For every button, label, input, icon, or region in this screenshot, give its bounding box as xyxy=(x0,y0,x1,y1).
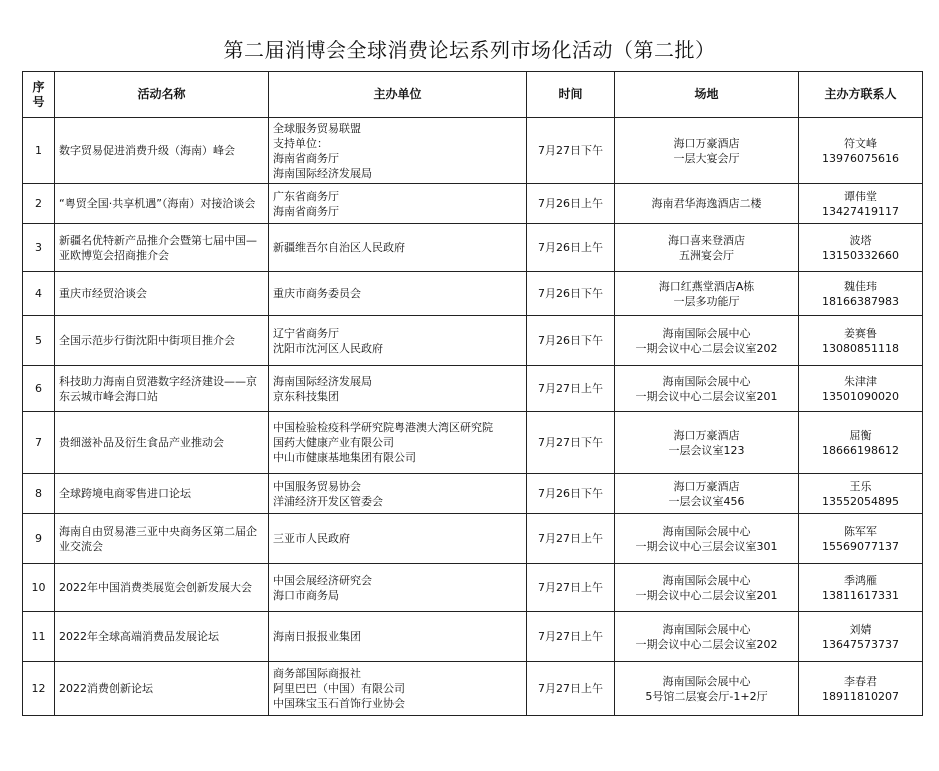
table-row xyxy=(23,272,923,316)
contact xyxy=(799,224,923,272)
venue-line: 五洲宴会厅 xyxy=(679,248,734,262)
contact xyxy=(799,662,923,716)
organizer-line: 国药大健康产业有限公司 xyxy=(273,436,394,449)
table-body xyxy=(23,118,923,716)
venue xyxy=(615,514,799,564)
venue xyxy=(615,662,799,716)
contact xyxy=(799,184,923,224)
activity-name xyxy=(55,184,269,224)
row-number: 12 xyxy=(23,662,55,716)
table-row xyxy=(23,118,923,184)
venue xyxy=(615,118,799,184)
activity-name xyxy=(55,412,269,474)
activity-name-text: 数字贸易促进消费升级（海南）峰会 xyxy=(59,144,235,157)
page-title: 第二届消博会全球消费论坛系列市场化活动（第二批） xyxy=(223,38,716,62)
organizer xyxy=(269,564,527,612)
venue xyxy=(615,564,799,612)
row-number: 11 xyxy=(23,612,55,662)
table-row xyxy=(23,366,923,412)
contact-name: 王乐 xyxy=(849,479,872,493)
contact-name: 刘婧 xyxy=(849,622,872,636)
organizer xyxy=(269,474,527,514)
activity-name xyxy=(55,366,269,412)
venue-line: 海口万豪酒店 xyxy=(673,136,740,150)
activity-name-text: 2022消费创新论坛 xyxy=(59,682,153,695)
organizer-line: 海口市商务局 xyxy=(273,588,339,602)
organizer-line: 中山市健康基地集团有限公司 xyxy=(273,451,416,464)
venue-line: 海口万豪酒店 xyxy=(673,428,740,442)
activity-name-text: 新疆名优特新产品推介会暨第七届中国—亚欧博览会招商推介会 xyxy=(59,233,257,262)
event-time: 7月26日下午 xyxy=(527,272,615,316)
organizer-line: 商务部国际商报社 xyxy=(273,667,361,680)
header-time: 时间 xyxy=(527,72,615,118)
contact xyxy=(799,474,923,514)
contact-name: 屈衡 xyxy=(849,428,872,442)
venue-line: 一期会议中心二层会议室201 xyxy=(635,588,778,602)
contact xyxy=(799,514,923,564)
activity-name xyxy=(55,224,269,272)
contact-phone: 13552054895 xyxy=(822,494,899,508)
contact-name: 季鸿雁 xyxy=(844,573,877,587)
table-row xyxy=(23,184,923,224)
venue xyxy=(615,474,799,514)
row-number: 5 xyxy=(23,316,55,366)
contact xyxy=(799,366,923,412)
venue-line: 海南国际会展中心 xyxy=(662,524,751,538)
table-row xyxy=(23,662,923,716)
venue xyxy=(615,184,799,224)
row-number: 1 xyxy=(23,118,55,184)
contact xyxy=(799,412,923,474)
activity-name xyxy=(55,514,269,564)
venue-line: 海口红燕堂酒店A栋 xyxy=(658,279,755,293)
activity-name xyxy=(55,118,269,184)
activity-name-text: 海南自由贸易港三亚中央商务区第二届企业交流会 xyxy=(59,524,257,553)
organizer xyxy=(269,224,527,272)
row-number: 7 xyxy=(23,412,55,474)
contact-name: 李春君 xyxy=(844,674,877,688)
contact-phone: 15569077137 xyxy=(822,539,899,553)
contact-phone: 13080851118 xyxy=(822,341,899,355)
venue-line: 一层会议室456 xyxy=(668,494,745,508)
activities-table xyxy=(22,71,923,716)
organizer-line: 海南国际经济发展局 xyxy=(273,374,372,388)
contact-name: 姜赛鲁 xyxy=(844,326,877,340)
contact xyxy=(799,118,923,184)
table-row xyxy=(23,412,923,474)
organizer-line: 海南省商务厅 xyxy=(273,204,339,218)
event-time: 7月27日上午 xyxy=(527,612,615,662)
venue-line: 一期会议中心二层会议室202 xyxy=(635,341,778,355)
row-number: 8 xyxy=(23,474,55,514)
organizer xyxy=(269,412,527,474)
organizer-line: 广东省商务厅 xyxy=(273,189,339,203)
contact-phone: 13976075616 xyxy=(822,151,899,165)
organizer-line: 海南国际经济发展局 xyxy=(273,166,372,180)
organizer xyxy=(269,514,527,564)
contact xyxy=(799,564,923,612)
activity-name-text: 全球跨境电商零售进口论坛 xyxy=(59,487,191,500)
organizer-line: 全球服务贸易联盟 xyxy=(273,121,361,135)
organizer-line: 海南日报报业集团 xyxy=(273,630,361,643)
contact xyxy=(799,316,923,366)
venue xyxy=(615,412,799,474)
event-time: 7月27日上午 xyxy=(527,514,615,564)
activity-name xyxy=(55,316,269,366)
table-row xyxy=(23,316,923,366)
row-number: 2 xyxy=(23,184,55,224)
contact-name: 朱津津 xyxy=(844,374,877,388)
organizer-line: 海南省商务厅 xyxy=(273,151,339,165)
venue-line: 海南君华海逸酒店二楼 xyxy=(651,197,762,210)
venue-line: 一期会议中心二层会议室202 xyxy=(635,637,778,651)
event-time: 7月27日下午 xyxy=(527,412,615,474)
table-row xyxy=(23,514,923,564)
header-contact: 主办方联系人 xyxy=(799,72,923,118)
organizer xyxy=(269,612,527,662)
contact-phone: 13501090020 xyxy=(822,389,899,403)
organizer-line: 京东科技集团 xyxy=(273,389,339,403)
row-number: 10 xyxy=(23,564,55,612)
activity-name xyxy=(55,612,269,662)
contact-phone: 13427419117 xyxy=(822,204,899,218)
contact xyxy=(799,612,923,662)
venue-line: 海口万豪酒店 xyxy=(673,479,740,493)
venue-line: 一层多功能厅 xyxy=(673,294,740,308)
activity-name-text: “粤贸全国·共享机遇”（海南）对接洽谈会 xyxy=(59,197,256,210)
organizer xyxy=(269,366,527,412)
venue-line: 一期会议中心三层会议室301 xyxy=(635,539,778,553)
contact-name: 陈军军 xyxy=(844,524,877,538)
contact-name: 波塔 xyxy=(849,233,872,247)
event-time: 7月27日上午 xyxy=(527,366,615,412)
event-time: 7月27日上午 xyxy=(527,662,615,716)
contact-phone: 13811617331 xyxy=(822,588,899,602)
row-number: 3 xyxy=(23,224,55,272)
contact-phone: 18166387983 xyxy=(822,294,899,308)
activity-name-text: 贵细滋补品及衍生食品产业推动会 xyxy=(59,436,224,449)
activity-name-text: 全国示范步行街沈阳中街项目推介会 xyxy=(59,334,235,347)
row-number: 6 xyxy=(23,366,55,412)
contact-phone: 18911810207 xyxy=(822,689,899,703)
contact-phone: 18666198612 xyxy=(822,443,899,457)
organizer xyxy=(269,272,527,316)
row-number: 4 xyxy=(23,272,55,316)
header-name: 活动名称 xyxy=(55,72,269,118)
contact-phone: 13647573737 xyxy=(822,637,899,651)
activity-name xyxy=(55,564,269,612)
venue-line: 海口喜来登酒店 xyxy=(668,233,745,247)
venue-line: 5号馆二层宴会厅-1+2厅 xyxy=(645,689,768,703)
venue-line: 海南国际会展中心 xyxy=(662,326,751,340)
header-num: 序 号 xyxy=(23,72,55,118)
contact xyxy=(799,272,923,316)
organizer xyxy=(269,662,527,716)
venue xyxy=(615,272,799,316)
contact-phone: 13150332660 xyxy=(822,248,899,262)
event-time: 7月26日下午 xyxy=(527,316,615,366)
venue xyxy=(615,316,799,366)
activity-name xyxy=(55,272,269,316)
activity-name xyxy=(55,662,269,716)
header-org: 主办单位 xyxy=(269,72,527,118)
event-time: 7月27日上午 xyxy=(527,564,615,612)
organizer-line: 洋浦经济开发区管委会 xyxy=(273,494,383,508)
contact-name: 魏佳玮 xyxy=(844,279,877,293)
organizer-line: 新疆维吾尔自治区人民政府 xyxy=(273,241,405,254)
organizer-line: 阿里巴巴（中国）有限公司 xyxy=(273,682,405,695)
event-time: 7月27日下午 xyxy=(527,118,615,184)
organizer-line: 中国珠宝玉石首饰行业协会 xyxy=(273,697,405,710)
activity-name xyxy=(55,474,269,514)
table-row xyxy=(23,474,923,514)
table-row xyxy=(23,224,923,272)
venue-line: 海南国际会展中心 xyxy=(662,374,751,388)
organizer xyxy=(269,316,527,366)
venue-line: 海南国际会展中心 xyxy=(662,622,751,636)
event-time: 7月26日上午 xyxy=(527,184,615,224)
organizer-line: 沈阳市沈河区人民政府 xyxy=(273,341,383,355)
organizer-line: 重庆市商务委员会 xyxy=(273,287,361,300)
venue xyxy=(615,612,799,662)
organizer-line: 中国会展经济研究会 xyxy=(273,573,372,587)
contact-name: 谭伟堂 xyxy=(844,189,877,203)
activity-name-text: 2022年全球高端消费品发展论坛 xyxy=(59,630,219,643)
event-time: 7月26日上午 xyxy=(527,224,615,272)
table-row xyxy=(23,564,923,612)
venue xyxy=(615,366,799,412)
contact-name: 符文峰 xyxy=(844,136,877,150)
organizer xyxy=(269,184,527,224)
header-venue: 场地 xyxy=(615,72,799,118)
row-number: 9 xyxy=(23,514,55,564)
organizer-line: 中国服务贸易协会 xyxy=(273,479,361,493)
organizer xyxy=(269,118,527,184)
venue-line: 一期会议中心二层会议室201 xyxy=(635,389,778,403)
organizer-line: 中国检验检疫科学研究院粤港澳大湾区研究院 xyxy=(273,421,493,434)
venue xyxy=(615,224,799,272)
venue-line: 一层大宴会厅 xyxy=(673,151,740,165)
activity-name-text: 科技助力海南自贸港数字经济建设——京东云城市峰会海口站 xyxy=(59,374,257,403)
organizer-line: 辽宁省商务厅 xyxy=(273,326,339,340)
table-row xyxy=(23,612,923,662)
table-header-row xyxy=(23,72,923,118)
event-time: 7月26日下午 xyxy=(527,474,615,514)
activity-name-text: 2022年中国消费类展览会创新发展大会 xyxy=(59,581,252,594)
organizer-line: 支持单位： xyxy=(273,136,328,150)
organizer-line: 三亚市人民政府 xyxy=(273,532,350,545)
activity-name-text: 重庆市经贸洽谈会 xyxy=(59,287,147,300)
venue-line: 一层会议室123 xyxy=(668,443,745,457)
venue-line: 海南国际会展中心 xyxy=(662,674,751,688)
venue-line: 海南国际会展中心 xyxy=(662,573,751,587)
